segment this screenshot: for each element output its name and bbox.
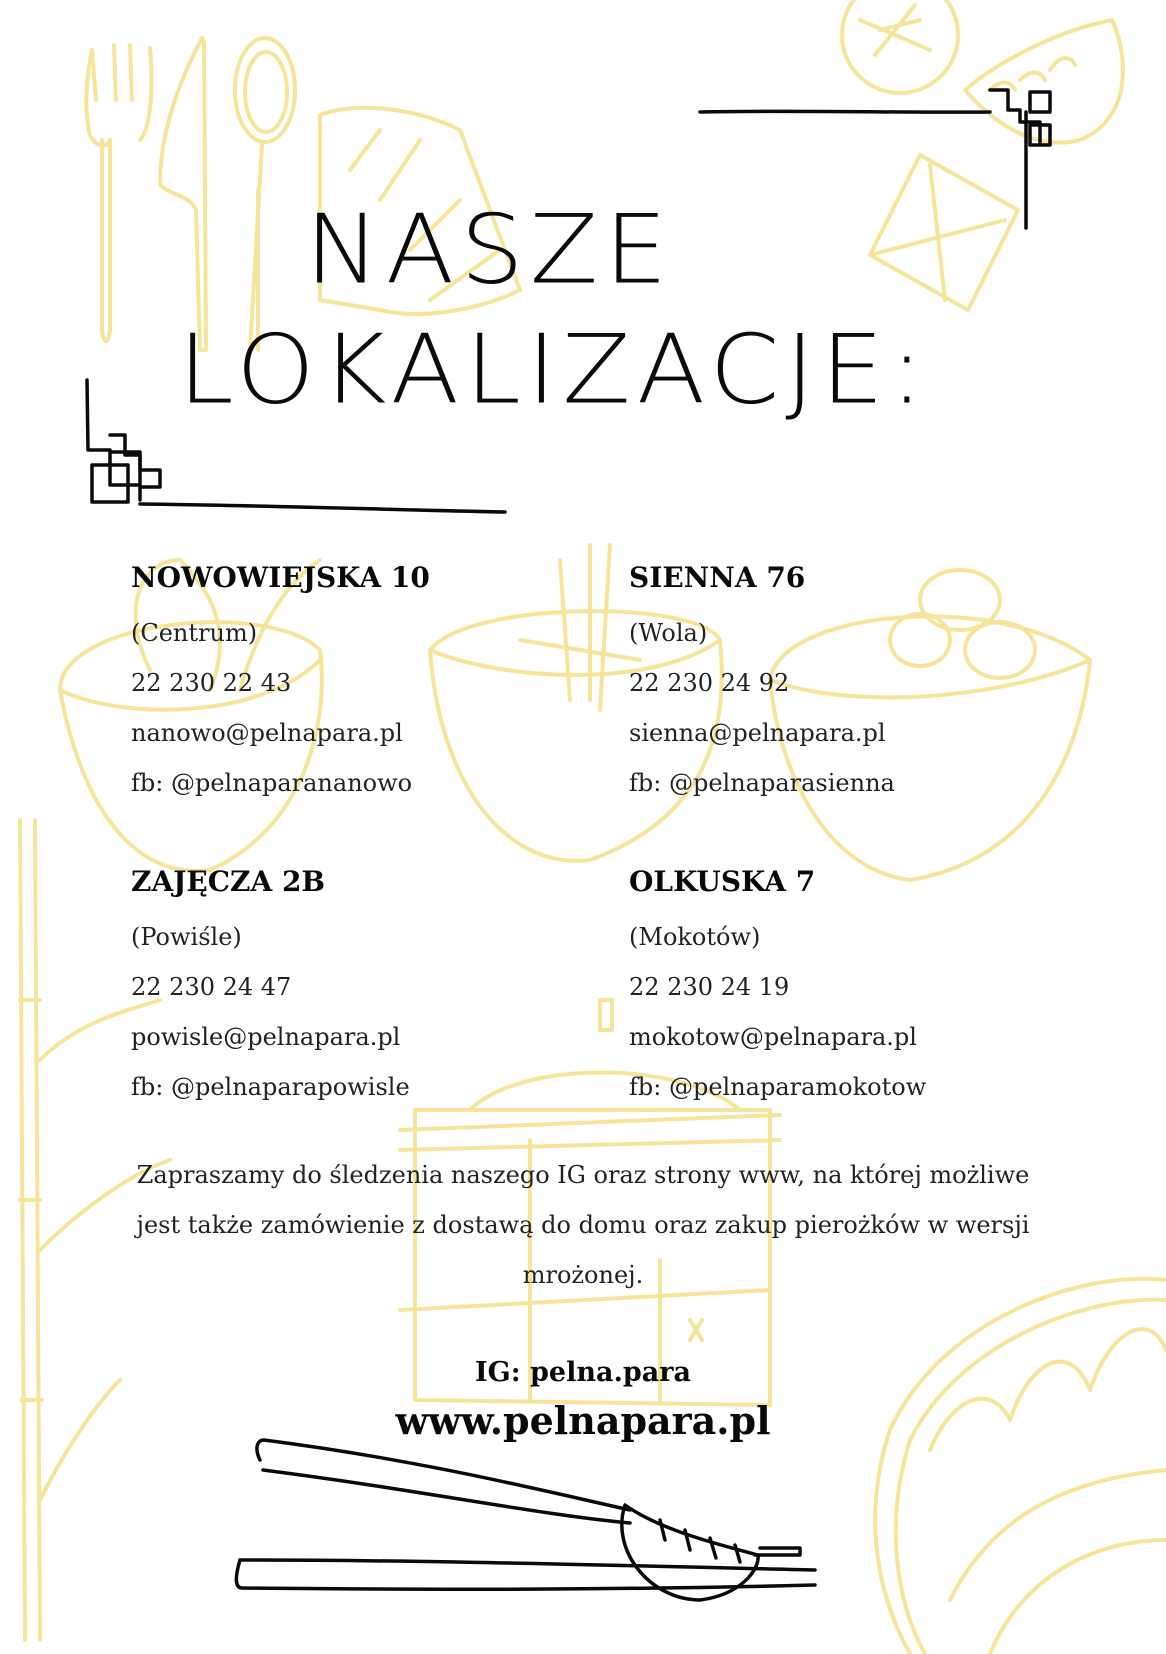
location-phone[interactable]: 22 230 24 92 (629, 669, 790, 697)
location-email[interactable]: sienna@pelnapara.pl (629, 719, 886, 747)
location-email[interactable]: nanowo@pelnapara.pl (131, 719, 403, 747)
promo-line-1: Zapraszamy do śledzenia naszego IG oraz strony www, na której możliwe (136, 1161, 1030, 1189)
website-link[interactable]: www.pelnapara.pl (395, 1398, 771, 1443)
location-facebook[interactable]: fb: @pelnaparamokotow (629, 1073, 927, 1101)
location-email[interactable]: mokotow@pelnapara.pl (629, 1023, 917, 1051)
location-district: (Powiśle) (131, 923, 242, 951)
location-facebook[interactable]: fb: @pelnaparananowo (131, 769, 413, 797)
location-facebook[interactable]: fb: @pelnaparasienna (629, 769, 895, 797)
spoon-icon (235, 38, 295, 350)
fork-icon (86, 45, 151, 341)
chopsticks-illustration (236, 1440, 815, 1600)
round-dumpling-illustration (842, 0, 958, 93)
location-zajecza (131, 866, 551, 1112)
location-phone[interactable]: 22 230 22 43 (131, 669, 292, 697)
promo-line-2: jest także zamówienie z dostawą do domu oraz zakup pierożków w wersji (136, 1211, 1030, 1239)
location-facebook[interactable]: fb: @pelnaparapowisle (131, 1073, 410, 1101)
top-right-corner-ornament (700, 90, 1050, 228)
location-name: ZAJĘCZA 2B (131, 865, 326, 898)
location-phone[interactable]: 22 230 24 47 (131, 973, 292, 1001)
square-dumpling-illustration (870, 155, 1018, 310)
location-phone[interactable]: 22 230 24 19 (629, 973, 790, 1001)
promo-text (100, 1150, 1066, 1300)
plate-dumpling-illustration (875, 1279, 1166, 1654)
location-district: (Mokotów) (629, 923, 761, 951)
location-name: OLKUSKA 7 (629, 865, 816, 898)
location-district: (Centrum) (131, 619, 258, 647)
location-name: NOWOWIEJSKA 10 (131, 561, 430, 594)
title-line-2: LOKALIZACJE: (178, 313, 930, 426)
location-email[interactable]: powisle@pelnapara.pl (131, 1023, 401, 1051)
location-sienna (629, 562, 1049, 808)
title-line-1: NASZE (305, 193, 674, 306)
location-name: SIENNA 76 (629, 561, 806, 594)
location-district: (Wola) (629, 619, 708, 647)
location-olkuska (629, 866, 1049, 1112)
location-nowowiejska (131, 562, 551, 808)
instagram-handle[interactable]: IG: pelna.para (475, 1357, 691, 1388)
half-dumpling-illustration (965, 20, 1123, 143)
knife-icon (160, 38, 206, 350)
promo-line-3: mrożonej. (522, 1261, 644, 1289)
